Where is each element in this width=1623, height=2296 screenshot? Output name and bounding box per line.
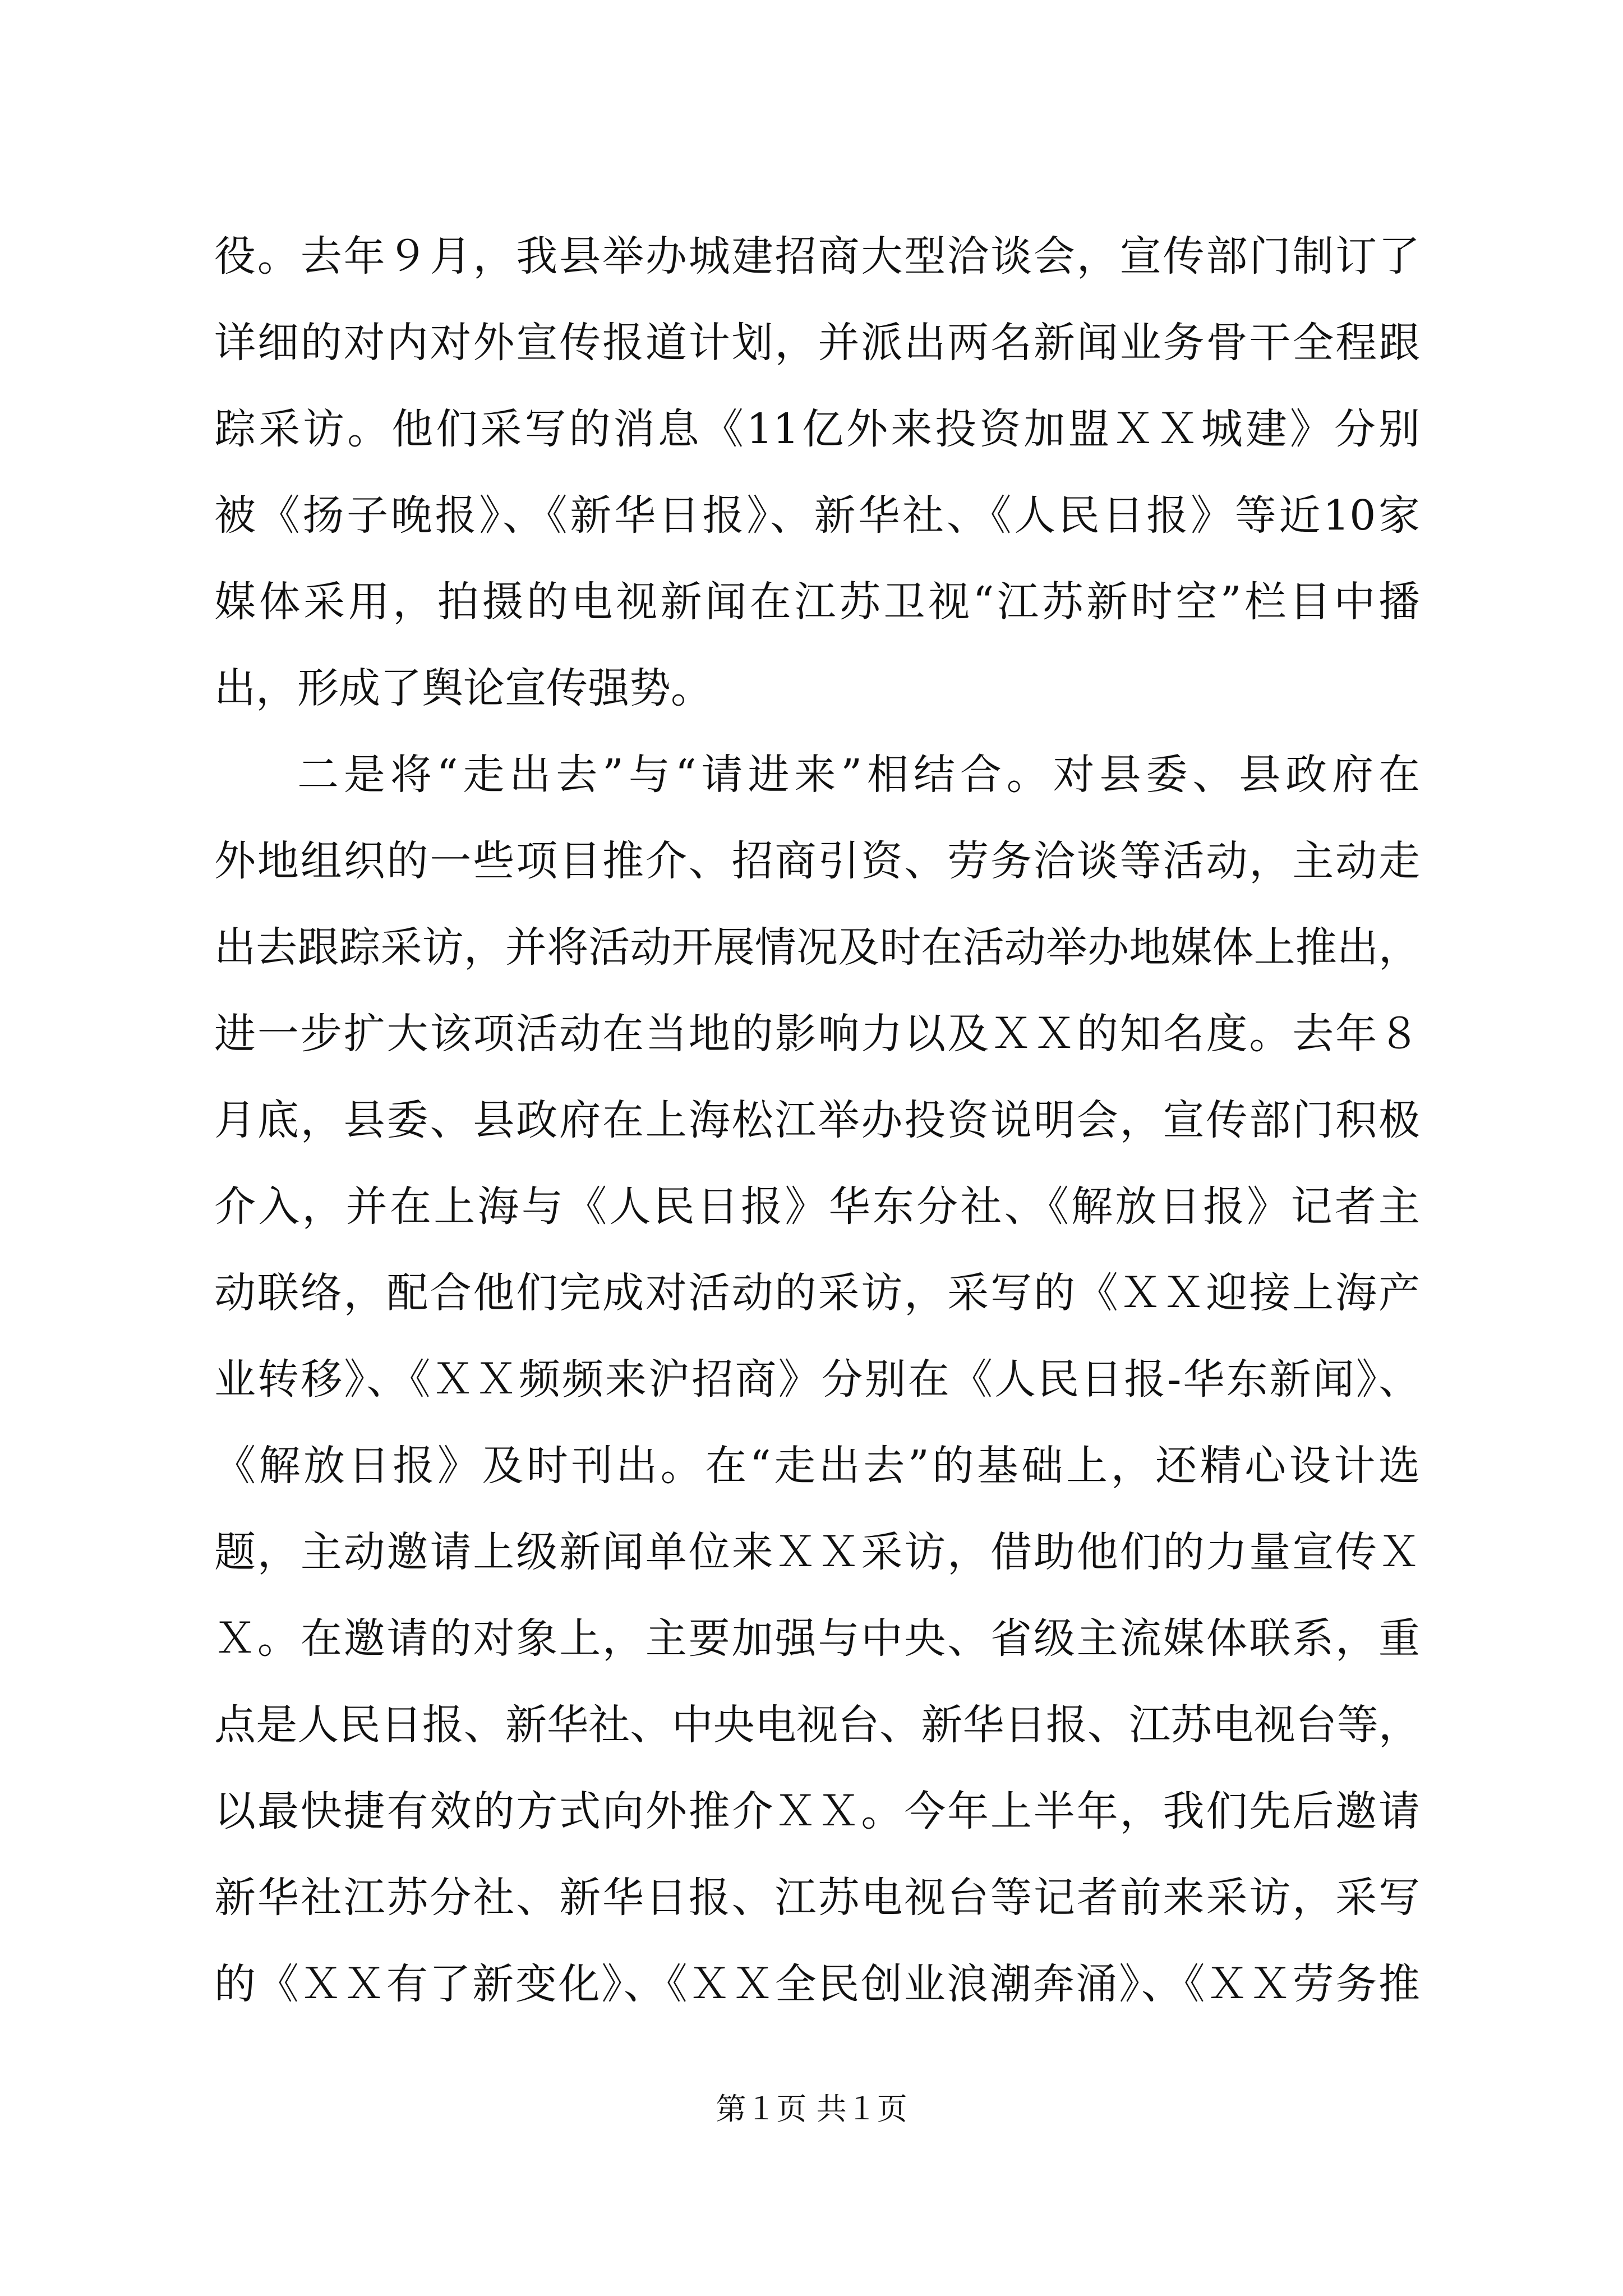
text-line: 二是将“走出去”与“请进来”相结合。对县委、县政府在 — [297, 751, 1420, 799]
text-line: 题，主动邀请上级新闻单位来ＸＸ采访，借助他们的力量宣传Ｘ — [214, 1528, 1420, 1576]
text-line: 月底，县委、县政府在上海松江举办投资说明会，宣传部门积极 — [214, 1096, 1420, 1144]
body-text — [214, 213, 1420, 2027]
text-line: 出去跟踪采访，并将活动开展情况及时在活动举办地媒体上推出， — [214, 923, 1420, 972]
text-line: 业转移》、《ＸＸ频频来沪招商》分别在《人民日报-华东新闻》、 — [214, 1355, 1420, 1404]
text-line: 详细的对内对外宣传报道计划，并派出两名新闻业务骨干全程跟 — [214, 319, 1420, 367]
text-line: 介入，并在上海与《人民日报》华东分社、《解放日报》记者主 — [214, 1182, 1420, 1231]
text-line: 外地组织的一些项目推介、招商引资、劳务洽谈等活动，主动走 — [214, 837, 1420, 885]
text-line: 进一步扩大该项活动在当地的影响力以及ＸＸ的知名度。去年８ — [214, 1010, 1420, 1058]
text-line: 动联络，配合他们完成对活动的采访，采写的《ＸＸ迎接上海产 — [214, 1269, 1420, 1317]
text-line: 媒体采用，拍摄的电视新闻在江苏卫视“江苏新时空”栏目中播 — [214, 578, 1420, 626]
text-line: 的《ＸＸ有了新变化》、《ＸＸ全民创业浪潮奔涌》、《ＸＸ劳务推 — [214, 1960, 1420, 2008]
text-line: 《解放日报》及时刊出。在“走出去”的基础上，还精心设计选 — [214, 1442, 1420, 1490]
text-line: 新华社江苏分社、新华日报、江苏电视台等记者前来采访，采写 — [214, 1874, 1420, 1922]
text-line: 出，形成了舆论宣传强势。 — [214, 664, 712, 712]
text-line: Ｘ。在邀请的对象上，主要加强与中央、省级主流媒体联系，重 — [214, 1614, 1420, 1663]
page-number-footer: 第１页 共１页 — [716, 2091, 907, 2127]
text-line: 以最快捷有效的方式向外推介ＸＸ。今年上半年，我们先后邀请 — [214, 1787, 1420, 1835]
text-line: 踪采访。他们采写的消息《11亿外来投资加盟ＸＸ城建》分别 — [214, 405, 1420, 453]
text-line: 被《扬子晚报》、《新华日报》、新华社、《人民日报》等近10家 — [214, 491, 1420, 540]
text-line: 点是人民日报、新华社、中央电视台、新华日报、江苏电视台等， — [214, 1701, 1420, 1749]
text-line: 役。去年９月，我县举办城建招商大型洽谈会，宣传部门制订了 — [214, 232, 1420, 280]
